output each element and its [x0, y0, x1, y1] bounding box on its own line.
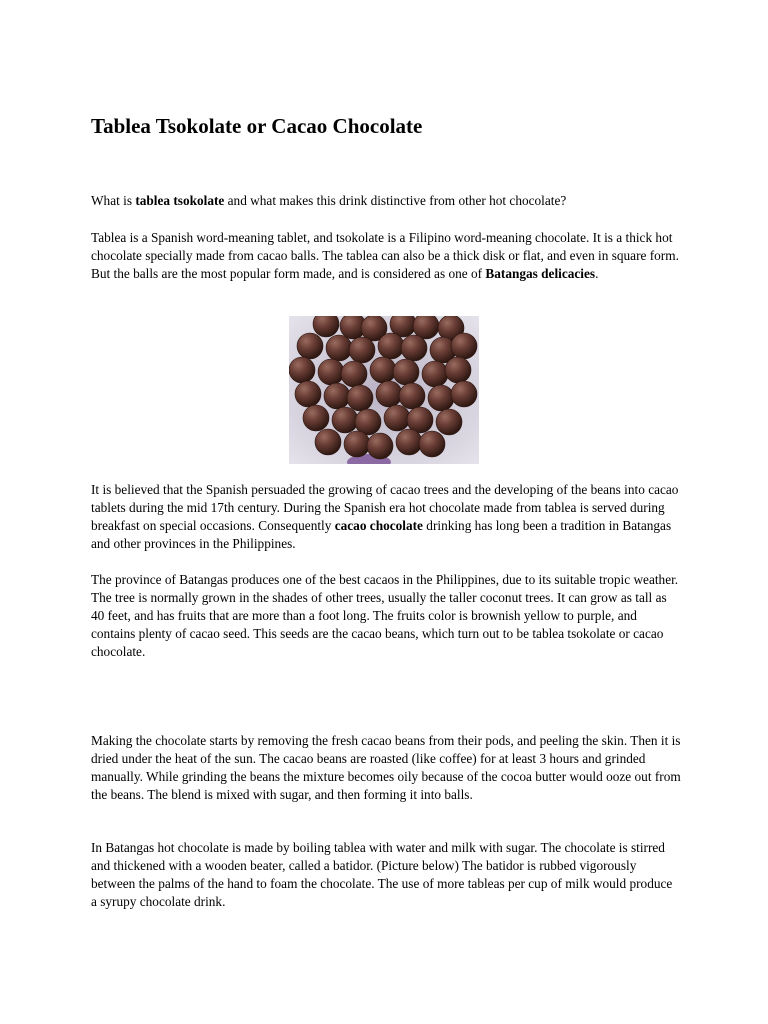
history-text-start: It is believed that the Spanish persuaded the growing of cacao trees and the developing of the beans into cacao tablets during the mid 17th century. During the Spanish era hot chocolate made from tablea is served during breakfast on special occasions. Consequently	[91, 482, 679, 533]
preparation-paragraph: In Batangas hot chocolate is made by boiling tablea with water and milk with sugar. The chocolate is stirred and thickened with a wooden beater, called a batidor. (Picture below) The batidor is rubbed vigorously between the palms of the hand to foam the chocolate. The use of more tableas per cup of milk would produce a syrupy chocolate drink.	[91, 840, 673, 909]
intro-bold-term: tablea tsokolate	[135, 193, 225, 208]
cacao-ball	[344, 431, 370, 457]
cacao-ball	[315, 429, 341, 455]
cacao-ball	[347, 385, 373, 411]
cacao-ball	[324, 383, 350, 409]
definition-bold-term: Batangas delicacies	[485, 265, 596, 281]
process-paragraph: Making the chocolate starts by removing the fresh cacao beans from their pods, and peeling the skin. Then it is dried under the heat of the sun. The cacao beans are roasted (like coffee) for at least 3 hours and grinded manually. While grinding the beans the mixture becomes oily because of the cocoa butter would ooze out from the beans. The blend is mixed with sugar, and then forming it into balls.	[91, 733, 681, 802]
cacao-ball	[370, 357, 396, 383]
cacao-ball	[376, 381, 402, 407]
cacao-ball	[401, 335, 427, 361]
cacao-ball	[451, 381, 477, 407]
cacao-ball	[367, 433, 393, 459]
definition-paragraph	[91, 229, 681, 283]
cacao-ball	[295, 381, 321, 407]
history-text-end: drinking has long been a tradition in Batangas and other provinces in the Philippines.	[91, 517, 672, 551]
page-title: Tablea Tsokolate or Cacao Chocolate	[91, 114, 423, 138]
cacao-ball	[289, 357, 315, 383]
cacao-ball	[326, 335, 352, 361]
intro-text-start: What is	[91, 193, 136, 208]
cacao-ball	[436, 409, 462, 435]
cacao-ball	[318, 359, 344, 385]
cacao-balls-illustration	[289, 316, 479, 464]
cacao-ball	[399, 383, 425, 409]
cacao-ball	[349, 337, 375, 363]
cacao-ball	[384, 405, 410, 431]
cacao-ball	[445, 357, 471, 383]
intro-text-end: and what makes this drink distinctive from other hot chocolate?	[224, 193, 567, 208]
cacao-ball	[428, 385, 454, 411]
cacao-balls-photo	[289, 316, 479, 464]
definition-text-end: .	[595, 265, 599, 281]
cacao-ball	[451, 333, 477, 359]
history-bold-term: cacao chocolate	[334, 517, 423, 533]
cacao-ball	[303, 405, 329, 431]
history-paragraph	[91, 481, 681, 553]
definition-text-start: Tablea is a Spanish word-meaning tablet, and tsokolate is a Filipino word-meaning chocolate. It is a thick hot chocolate specially made from cacao balls. The tablea can also be a thick disk or flat, and even in square form. But the balls are the most popular form made, and is considered as one of	[91, 230, 679, 281]
cacao-ball	[393, 359, 419, 385]
cacao-ball	[341, 361, 367, 387]
cacao-ball	[422, 361, 448, 387]
cacao-ball	[378, 333, 404, 359]
cacao-ball	[332, 407, 358, 433]
province-paragraph: The province of Batangas produces one of the best cacaos in the Philippines, due to its suitable tropic weather. The tree is normally grown in the shades of other trees, usually the taller coconut trees. It can grow as tall as 40 feet, and has fruits that are more than a foot long. The fruits color is brownish yellow to purple, and contains plenty of cacao seed. This seeds are the cacao beans, which turn out to be tablea tsokolate or cacao chocolate.	[91, 572, 679, 659]
cacao-ball	[297, 333, 323, 359]
intro-paragraph	[91, 192, 681, 210]
cacao-ball	[419, 431, 445, 457]
cacao-ball	[396, 429, 422, 455]
